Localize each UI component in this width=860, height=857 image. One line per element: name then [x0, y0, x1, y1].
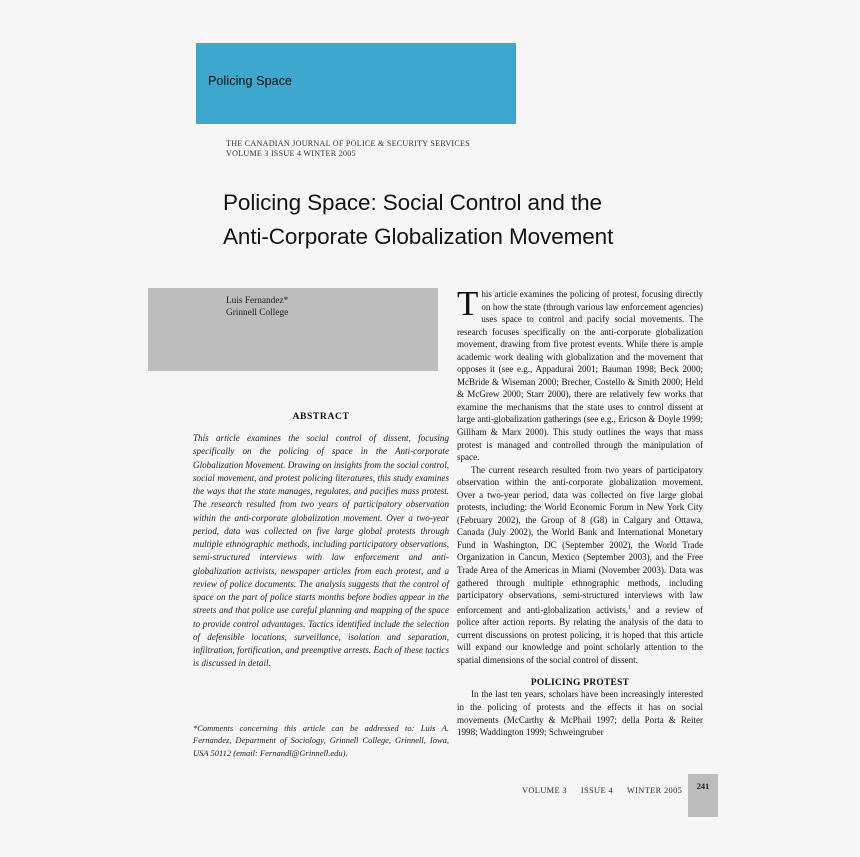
footer-season-year: WINTER 2005 — [626, 786, 683, 795]
journal-header — [226, 139, 646, 158]
author-block — [226, 296, 288, 319]
abstract-body: This article examines the social control of dissent, focusing specifically on the policing of space in the Anti-corporate Globalization Movement. Drawing on insights from the social control, social movement, and protest policing literatures, this study examines the ways that the state manages, regulates, and pacifies mass protest. The research resulted from two years of participatory observation within the anti-corporate globalization movement. Over a two-year period, data was collected on five large global protests through multiple ethnographic methods, including participatory observations, semi-structured interviews with law enforcement and anti-globalization activists, newspaper articles from each protest, and a review of police documents. The analysis suggests that the control of space on the part of police starts months before bodies appear in the streets and that police use careful planning and mapping of the space to provide control advantages. Tactics identified include the selection of defensible locations, surveillance, isolation and separation, infiltration, fortification, and preemptive arrests. Each of these tactics is discussed in detail. — [193, 433, 449, 669]
page-footer — [522, 786, 682, 795]
footer-issue: ISSUE 4 — [580, 786, 613, 795]
footnote-marker-1: 1 — [628, 604, 632, 611]
section-heading-policing-protest: POLICING PROTEST — [530, 678, 630, 689]
journal-banner — [196, 43, 516, 124]
journal-issue-line: VOLUME 3 ISSUE 4 WINTER 2005 — [226, 148, 356, 158]
page-number-panel — [688, 774, 718, 817]
body-column — [457, 284, 704, 739]
author-panel — [148, 288, 438, 371]
journal-name: THE CANADIAN JOURNAL OF POLICE & SECURITY SERVICES — [226, 139, 470, 148]
body-paragraph-2 — [457, 464, 703, 667]
banner-title: Policing Space — [208, 74, 293, 88]
article-title-line-1: Policing Space: Social Control and the — [223, 190, 602, 215]
body-paragraph-1 — [457, 284, 703, 464]
author-name: Luis Fernandez* — [226, 296, 289, 306]
abstract-heading: ABSTRACT — [292, 411, 350, 422]
author-contact-footnote: *Comments concerning this article can be addressed to: Luis A. Fernandez, Department of Sociology, Grinnell College, Grinnell, Iowa, USA 50112 (email: Fernandl@Grinnell.edu). — [193, 723, 449, 758]
article-title — [223, 186, 703, 254]
author-affiliation: Grinnell College — [226, 307, 289, 318]
body-paragraph-2-text-a: The current research resulted from two years of participatory observation within the anti-corporate globalization movement. Over a two-year period, data was collected on five large global protests, including: the World Economic Forum in New York City (February 2002), the Group of 8 (G8) in Calgary and Ottawa, Canada (July 2002), the World Bank and International Monetary Fund in Washington, DC (September 2002), the World Trade Organization in Cancun, Mexico (September 2003), and the Free Trade Area of the Americas in Miami (November 2003). Data was gathered through multiple ethnographic methods, including participatory observations, semi-structured interviews with law enforcement and anti-globalization activists, — [457, 464, 703, 615]
drop-cap: T — [457, 284, 479, 323]
footer-volume: VOLUME 3 — [522, 786, 567, 795]
body-paragraph-2-text-b: and a review of police after action reports. By relating the analysis of the data to current discussions on protest policing, it is hoped that this article will expand our knowledge and point scholarly attention to the spatial dimensions of the social control of dissent. — [457, 604, 704, 665]
article-title-line-2: Anti-Corporate Globalization Movement — [223, 224, 614, 249]
page-number: 241 — [696, 782, 710, 791]
body-paragraph-3: In the last ten years, scholars have been increasingly interested in the policing of protests and the effects it has on social movements (McCarthy & McPhail 1997; della Porta & Reiter 1998; Waddington 1999; Schweingruber — [457, 689, 703, 738]
body-paragraph-1-text: his article examines the policing of protest, focusing directly on how the state (through various law enforcement agencies) uses space to control and pacify social movements. The research focuses specifically on the anti-corporate globalization movement, drawing from five protest events. While there is ample academic work dealing with globalization and the movement that opposes it (see e.g., Appadurai 2001; Bauman 1998; Beck 2000; McBride & Wiseman 2000; Brecher, Costello & Smith 2000; Held & McGrew 2000; Starr 2000), there are relatively few works that examine the mechanisms that the state uses to control dissent at large anti-globalization gatherings (see e.g., Ericson & Doyle 1999; Gillham & Marx 2000). This study outlines the ways that mass protest is managed and controlled through the manipulation of space. — [457, 289, 703, 463]
